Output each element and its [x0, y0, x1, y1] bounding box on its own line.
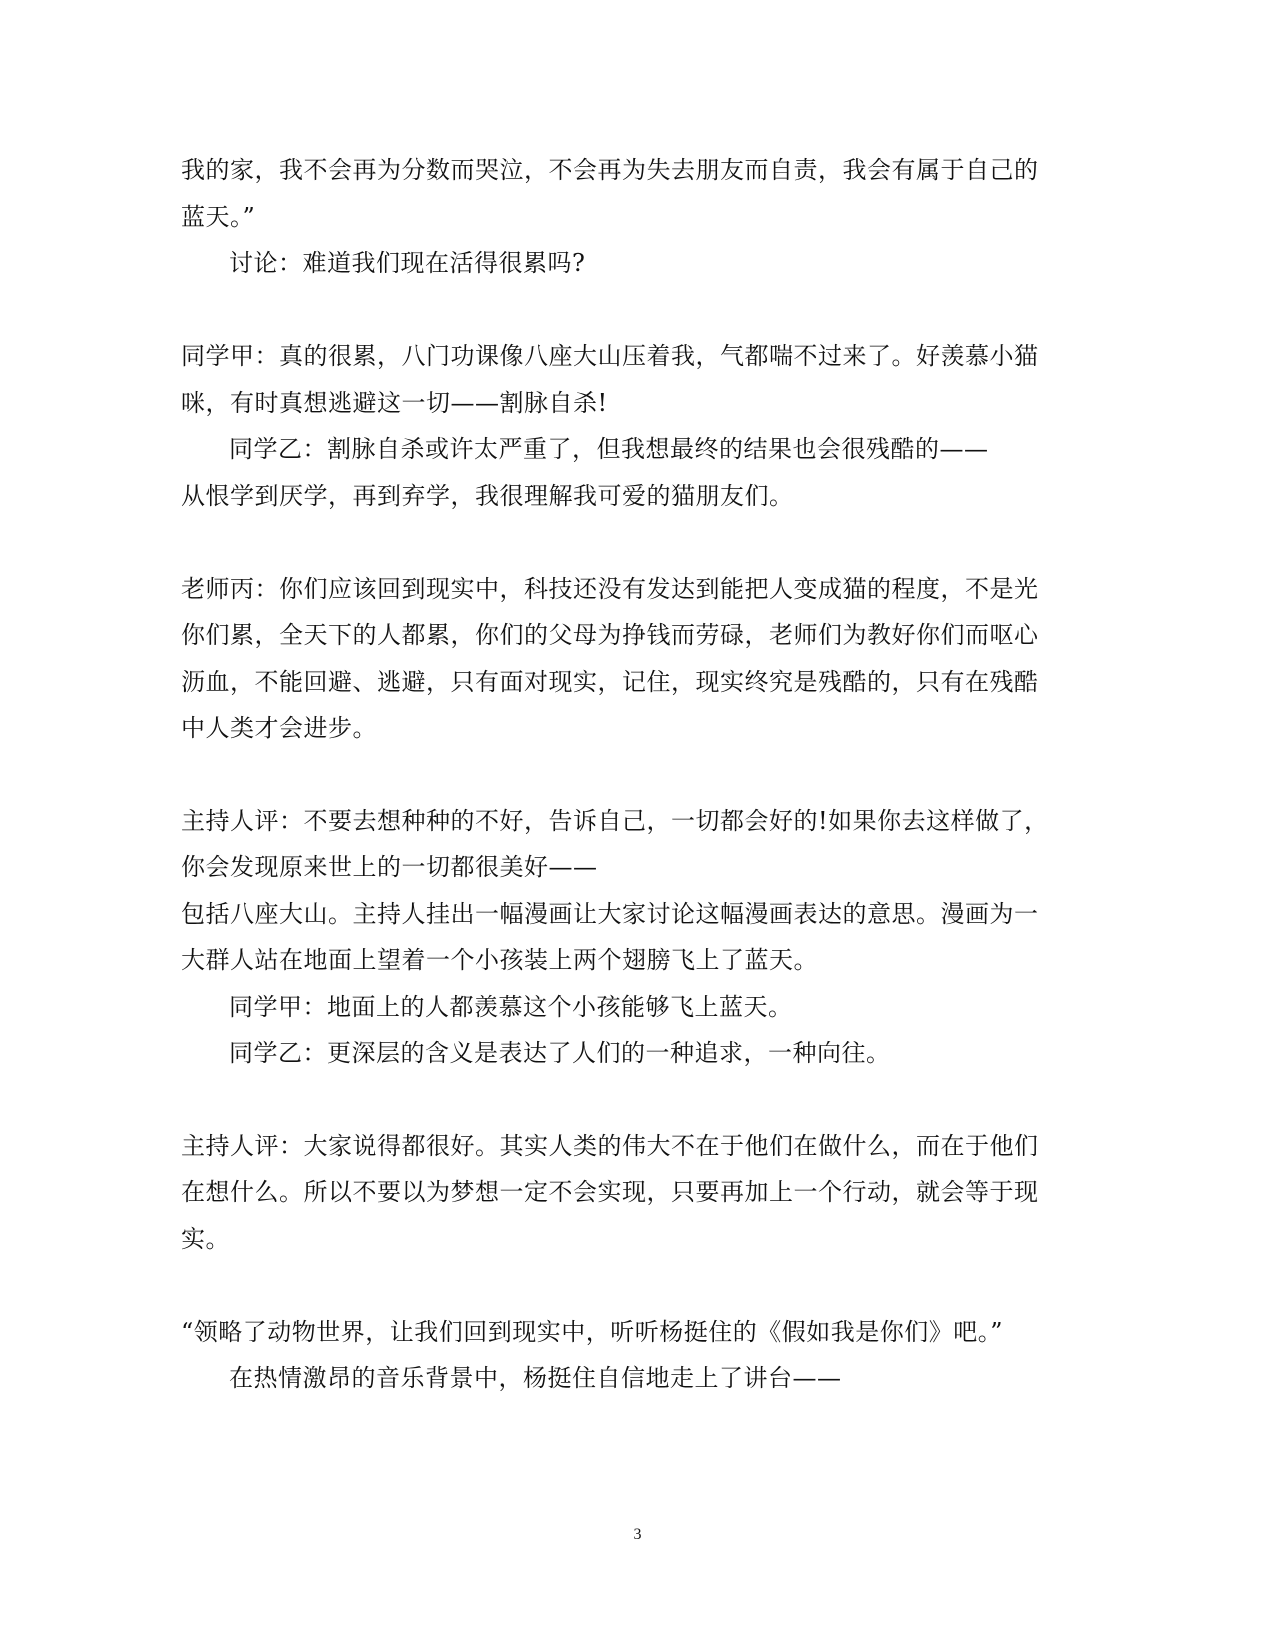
text-line: 同学乙：割脉自杀或许太严重了，但我想最终的结果也会很残酷的——: [229, 435, 989, 463]
page-number: 3: [633, 1526, 642, 1543]
text-line: 同学甲：地面上的人都羡慕这个小孩能够飞上蓝天。: [229, 993, 793, 1021]
text-line: “领略了动物世界，让我们回到现实中，听听杨挺住的《假如我是你们》吧。”: [181, 1318, 1004, 1346]
text-line: 主持人评：大家说得都很好。其实人类的伟大不在于他们在做什么，而在于他们: [181, 1132, 1039, 1160]
text-line: 同学甲：真的很累，八门功课像八座大山压着我，气都喘不过来了。好羡慕小猫: [181, 342, 1039, 370]
text-line: 我的家，我不会再为分数而哭泣，不会再为失去朋友而自责，我会有属于自己的: [181, 156, 1039, 184]
text-line: 你们累，全天下的人都累，你们的父母为挣钱而劳碌，老师们为教好你们而呕心: [181, 621, 1039, 649]
text-line: 你会发现原来世上的一切都很美好——: [181, 853, 598, 881]
text-line: 主持人评：不要去想种种的不好，告诉自己，一切都会好的!如果你去这样做了，: [181, 807, 1049, 835]
text-line: 包括八座大山。主持人挂出一幅漫画让大家讨论这幅漫画表达的意思。漫画为一: [181, 900, 1039, 928]
text-line: 沥血，不能回避、逃避，只有面对现实，记住，现实终究是残酷的，只有在残酷: [181, 668, 1039, 696]
text-line: 同学乙：更深层的含义是表达了人们的一种追求，一种向往。: [229, 1039, 891, 1067]
text-line: 在热情激昂的音乐背景中，杨挺住自信地走上了讲台——: [229, 1364, 842, 1392]
text-line: 蓝天。”: [181, 203, 256, 231]
text-line: 实。: [181, 1225, 230, 1253]
text-line: 老师丙：你们应该回到现实中，科技还没有发达到能把人变成猫的程度，不是光: [181, 575, 1039, 603]
text-line: 从恨学到厌学，再到弃学，我很理解我可爱的猫朋友们。: [181, 482, 794, 510]
text-line: 大群人站在地面上望着一个小孩装上两个翅膀飞上了蓝天。: [181, 946, 818, 974]
text-line: 中人类才会进步。: [181, 714, 377, 742]
text-line: 咪，有时真想逃避这一切——割脉自杀!: [181, 389, 608, 417]
text-line: 在想什么。所以不要以为梦想一定不会实现，只要再加上一个行动，就会等于现: [181, 1178, 1039, 1206]
text-line: 讨论：难道我们现在活得很累吗?: [229, 249, 586, 277]
